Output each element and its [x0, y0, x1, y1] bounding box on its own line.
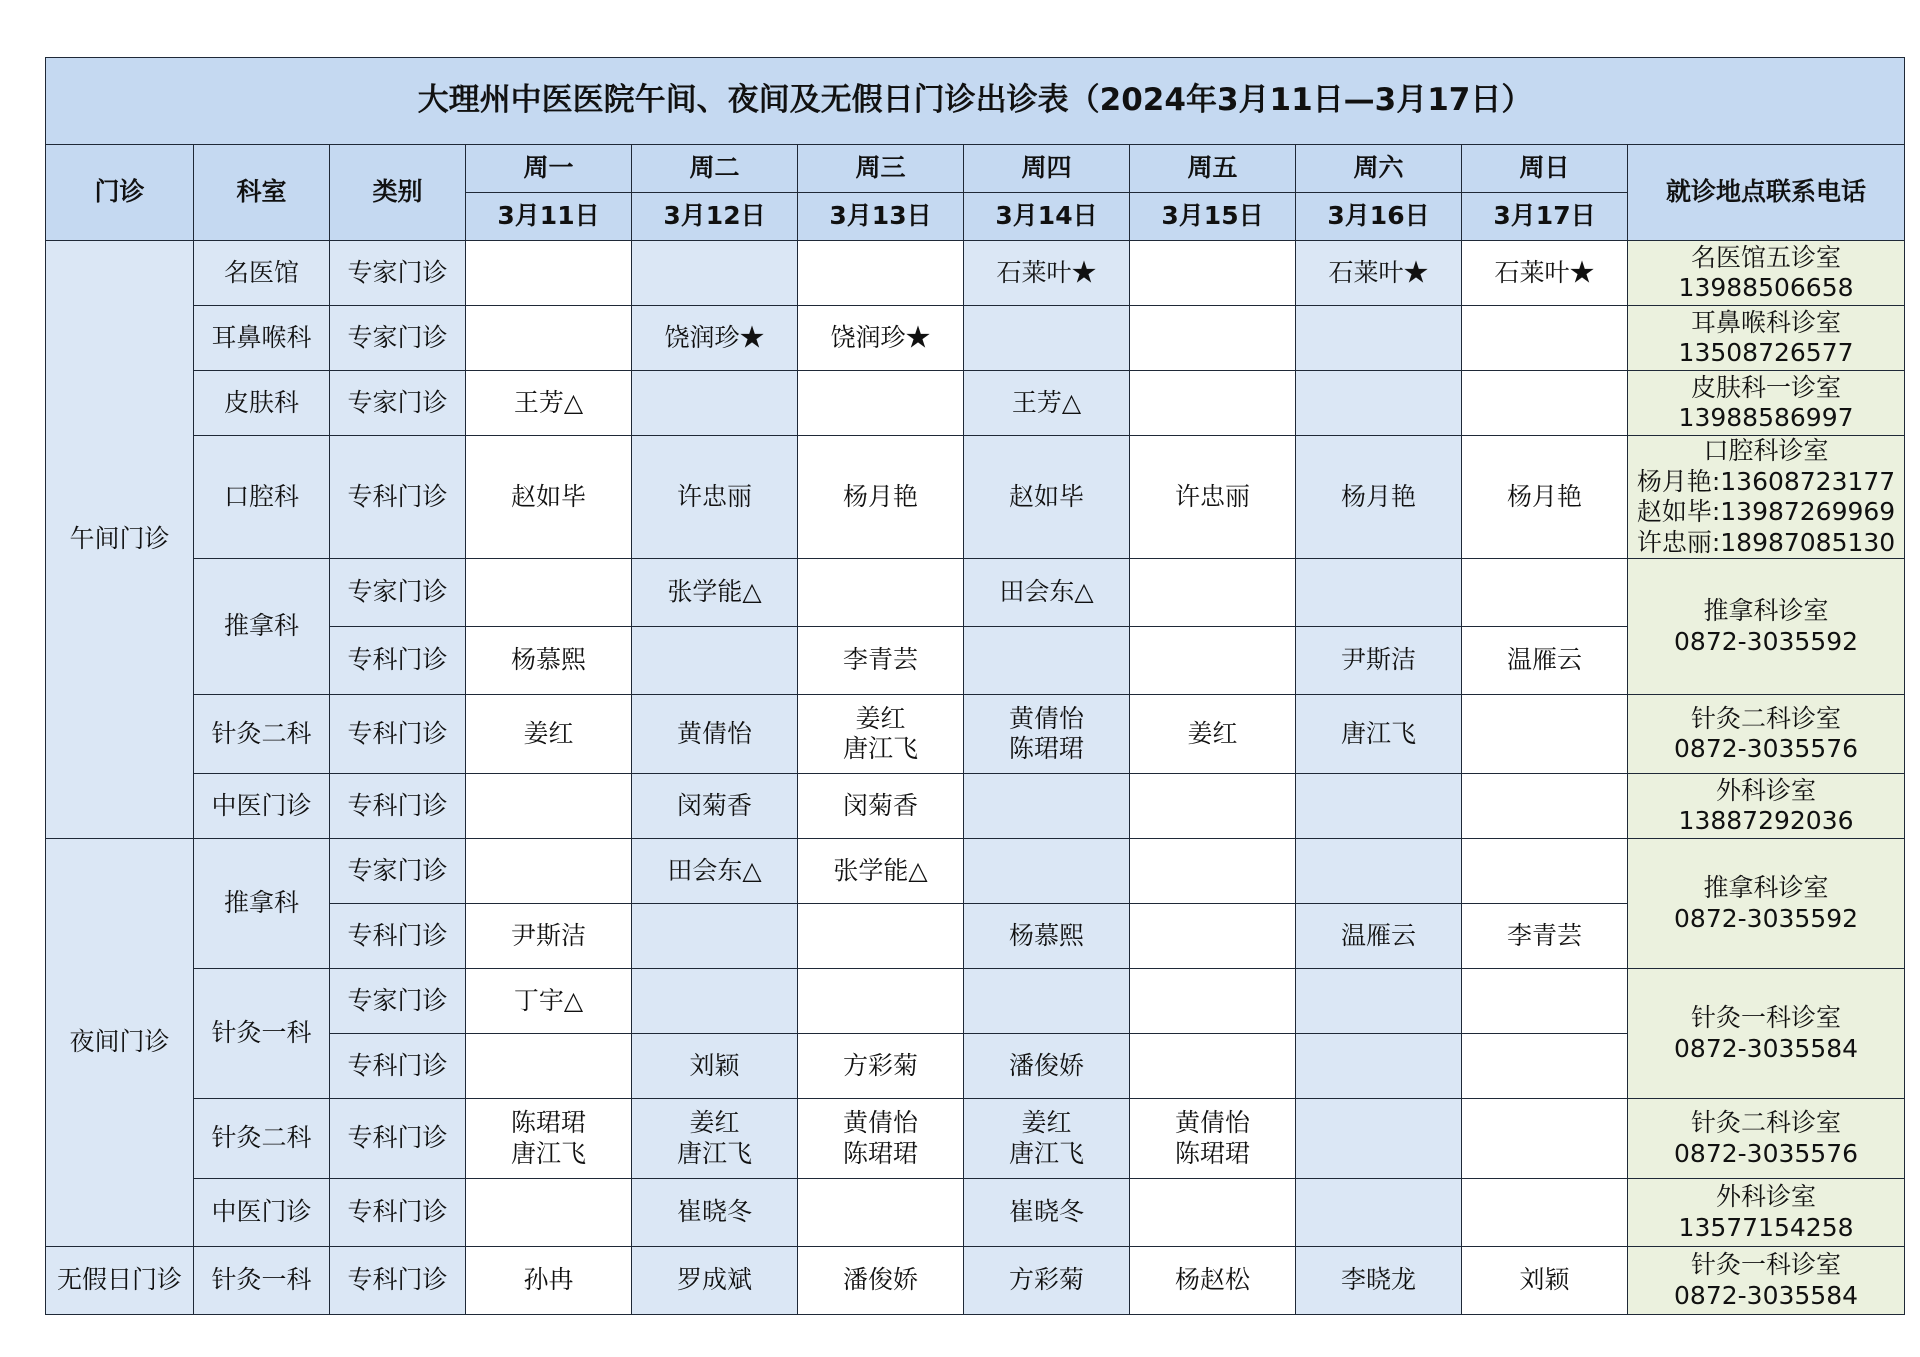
table-row — [46, 1099, 1905, 1179]
doctor-cell: 刘颖 — [1462, 1247, 1628, 1315]
doctor-cell: 崔晓冬 — [632, 1179, 798, 1247]
table-row — [46, 1179, 1905, 1247]
doctor-name: 唐江飞 — [1008, 1138, 1084, 1168]
clinic-group-cell: 无假日门诊 — [46, 1247, 194, 1315]
doctor-cell: 杨月艳 — [1462, 436, 1628, 559]
header-type: 类别 — [330, 145, 466, 241]
doctor-cell: 刘颖 — [632, 1034, 798, 1099]
header-date: 3月14日 — [964, 193, 1130, 241]
doctor-cell: 温雁云 — [1296, 904, 1462, 969]
location-line: 针灸二科诊室 — [1691, 1108, 1842, 1137]
header-date: 3月15日 — [1130, 193, 1296, 241]
doctor-cell: 闵菊香 — [632, 774, 798, 839]
clinic-type-cell: 专科门诊 — [330, 1247, 466, 1315]
doctor-cell: 李青芸 — [798, 627, 964, 695]
doctor-cell — [964, 1099, 1130, 1179]
location-line: 0872-3035592 — [1674, 626, 1859, 656]
clinic-type-cell: 专家门诊 — [330, 969, 466, 1034]
location-contact-cell — [1628, 1099, 1905, 1179]
doctor-cell — [1130, 627, 1296, 695]
doctor-cell — [798, 1099, 964, 1179]
location-line: 针灸一科诊室 — [1691, 1003, 1842, 1032]
department-cell: 针灸二科 — [194, 1099, 330, 1179]
table-title: 大理州中医医院午间、夜间及无假日门诊出诊表（2024年3月11日—3月17日） — [46, 58, 1905, 145]
doctor-cell — [1130, 969, 1296, 1034]
doctor-cell — [632, 241, 798, 306]
doctor-cell — [964, 627, 1130, 695]
department-cell: 推拿科 — [194, 839, 330, 969]
doctor-cell: 罗成斌 — [632, 1247, 798, 1315]
location-line: 耳鼻喉科诊室 — [1691, 307, 1842, 337]
doctor-cell — [466, 774, 632, 839]
doctor-cell: 王芳△ — [964, 371, 1130, 436]
doctor-cell: 张学能△ — [632, 559, 798, 627]
doctor-cell: 潘俊娇 — [798, 1247, 964, 1315]
doctor-cell: 石莱叶★ — [1462, 241, 1628, 306]
clinic-type-cell: 专家门诊 — [330, 241, 466, 306]
doctor-cell — [798, 969, 964, 1034]
doctor-cell — [1462, 371, 1628, 436]
doctor-cell: 王芳△ — [466, 371, 632, 436]
department-cell: 名医馆 — [194, 241, 330, 306]
doctor-name: 陈珺珺 — [1008, 734, 1084, 763]
department-cell: 皮肤科 — [194, 371, 330, 436]
clinic-group-cell: 夜间门诊 — [46, 839, 194, 1247]
clinic-type-cell: 专家门诊 — [330, 306, 466, 371]
location-line: 名医馆五诊室 — [1691, 242, 1842, 272]
clinic-type-cell: 专家门诊 — [330, 839, 466, 904]
clinic-type-cell: 专科门诊 — [330, 1034, 466, 1099]
doctor-cell — [1130, 1099, 1296, 1179]
doctor-name: 陈珺珺 — [510, 1108, 586, 1137]
location-line: 许忠丽:18987085130 — [1636, 527, 1896, 557]
doctor-cell: 尹斯洁 — [1296, 627, 1462, 695]
table-row — [46, 774, 1905, 839]
header-clinic: 门诊 — [46, 145, 194, 241]
doctor-cell: 许忠丽 — [1130, 436, 1296, 559]
doctor-cell: 丁宇△ — [466, 969, 632, 1034]
doctor-cell: 田会东△ — [964, 559, 1130, 627]
table-row — [46, 839, 1905, 904]
doctor-cell: 杨慕熙 — [466, 627, 632, 695]
location-line: 0872-3035584 — [1674, 1280, 1859, 1310]
location-contact-cell — [1628, 436, 1905, 559]
doctor-cell: 饶润珍★ — [798, 306, 964, 371]
doctor-cell — [632, 904, 798, 969]
doctor-cell — [1462, 969, 1628, 1034]
department-cell: 推拿科 — [194, 559, 330, 695]
doctor-name: 唐江飞 — [510, 1138, 586, 1168]
doctor-cell — [1462, 1099, 1628, 1179]
doctor-cell: 孙冉 — [466, 1247, 632, 1315]
doctor-cell — [1130, 1179, 1296, 1247]
location-contact-cell — [1628, 839, 1905, 969]
doctor-cell — [1462, 839, 1628, 904]
header-location: 就诊地点联系电话 — [1628, 145, 1905, 241]
location-line: 外科诊室 — [1716, 1182, 1817, 1211]
clinic-type-cell: 专科门诊 — [330, 1099, 466, 1179]
location-line: 赵如毕:13987269969 — [1636, 497, 1896, 526]
doctor-cell: 方彩菊 — [964, 1247, 1130, 1315]
doctor-cell — [1296, 1179, 1462, 1247]
doctor-name: 黄倩怡 — [1008, 703, 1084, 733]
doctor-cell — [632, 1099, 798, 1179]
table-row — [46, 371, 1905, 436]
doctor-cell: 唐江飞 — [1296, 695, 1462, 774]
doctor-cell: 崔晓冬 — [964, 1179, 1130, 1247]
doctor-cell: 石莱叶★ — [964, 241, 1130, 306]
doctor-cell: 杨月艳 — [798, 436, 964, 559]
clinic-type-cell: 专家门诊 — [330, 371, 466, 436]
doctor-cell — [632, 371, 798, 436]
location-contact-cell — [1628, 695, 1905, 774]
location-contact-cell — [1628, 559, 1905, 695]
schedule-table — [45, 57, 1905, 1315]
doctor-name: 姜红 — [689, 1108, 740, 1137]
location-line: 针灸一科诊室 — [1691, 1250, 1842, 1279]
doctor-cell — [1296, 1034, 1462, 1099]
department-cell: 针灸一科 — [194, 1247, 330, 1315]
table-row — [46, 559, 1905, 627]
doctor-cell: 李晓龙 — [1296, 1247, 1462, 1315]
doctor-cell — [964, 774, 1130, 839]
clinic-type-cell: 专科门诊 — [330, 774, 466, 839]
doctor-cell — [1296, 1099, 1462, 1179]
doctor-cell — [1296, 969, 1462, 1034]
doctor-cell: 石莱叶★ — [1296, 241, 1462, 306]
doctor-cell: 温雁云 — [1462, 627, 1628, 695]
location-contact-cell — [1628, 241, 1905, 306]
doctor-cell — [1130, 306, 1296, 371]
location-contact-cell — [1628, 371, 1905, 436]
header-weekday: 周一 — [466, 145, 632, 193]
header-date: 3月13日 — [798, 193, 964, 241]
clinic-type-cell: 专家门诊 — [330, 559, 466, 627]
doctor-cell — [1130, 1034, 1296, 1099]
doctor-cell — [1130, 559, 1296, 627]
location-line: 外科诊室 — [1716, 775, 1817, 805]
table-row — [46, 241, 1905, 306]
doctor-cell — [466, 1034, 632, 1099]
doctor-cell — [964, 306, 1130, 371]
doctor-cell — [1296, 839, 1462, 904]
doctor-name: 陈珺珺 — [842, 1138, 918, 1168]
location-contact-cell — [1628, 969, 1905, 1099]
doctor-cell: 张学能△ — [798, 839, 964, 904]
department-cell: 针灸二科 — [194, 695, 330, 774]
table-row — [46, 695, 1905, 774]
doctor-cell — [1130, 839, 1296, 904]
doctor-cell — [1462, 695, 1628, 774]
location-line: 13988506658 — [1678, 273, 1854, 302]
table-row — [46, 306, 1905, 371]
clinic-type-cell: 专科门诊 — [330, 695, 466, 774]
doctor-cell — [466, 839, 632, 904]
doctor-cell — [632, 969, 798, 1034]
doctor-cell — [798, 241, 964, 306]
doctor-name: 唐江飞 — [676, 1138, 752, 1168]
header-date: 3月16日 — [1296, 193, 1462, 241]
department-cell: 中医门诊 — [194, 1179, 330, 1247]
doctor-cell — [798, 371, 964, 436]
doctor-cell: 杨月艳 — [1296, 436, 1462, 559]
header-weekday: 周三 — [798, 145, 964, 193]
location-line: 杨月艳:13608723177 — [1636, 466, 1896, 496]
doctor-cell — [466, 241, 632, 306]
location-line: 13508726577 — [1678, 338, 1854, 367]
location-line: 0872-3035584 — [1674, 1033, 1859, 1063]
doctor-cell: 田会东△ — [632, 839, 798, 904]
location-line: 0872-3035592 — [1674, 903, 1859, 933]
location-line: 0872-3035576 — [1674, 734, 1859, 763]
doctor-cell — [466, 1099, 632, 1179]
doctor-cell — [964, 969, 1130, 1034]
doctor-name: 陈珺珺 — [1174, 1138, 1250, 1168]
table-row — [46, 969, 1905, 1034]
location-line: 13577154258 — [1678, 1212, 1854, 1242]
doctor-cell — [1296, 559, 1462, 627]
doctor-cell — [1462, 306, 1628, 371]
doctor-cell — [466, 1179, 632, 1247]
header-date: 3月17日 — [1462, 193, 1628, 241]
doctor-cell — [964, 695, 1130, 774]
doctor-cell: 饶润珍★ — [632, 306, 798, 371]
location-line: 推拿科诊室 — [1703, 596, 1829, 625]
department-cell: 耳鼻喉科 — [194, 306, 330, 371]
doctor-cell — [1130, 371, 1296, 436]
doctor-cell — [1130, 774, 1296, 839]
doctor-cell — [1130, 904, 1296, 969]
doctor-name: 唐江飞 — [842, 734, 918, 763]
clinic-group-cell: 午间门诊 — [46, 241, 194, 839]
department-cell: 中医门诊 — [194, 774, 330, 839]
doctor-cell — [964, 839, 1130, 904]
doctor-name: 姜红 — [1021, 1108, 1072, 1137]
doctor-name: 姜红 — [855, 703, 906, 733]
doctor-cell — [1296, 371, 1462, 436]
doctor-cell — [1296, 306, 1462, 371]
table-row — [46, 436, 1905, 559]
doctor-cell: 赵如毕 — [964, 436, 1130, 559]
doctor-cell: 姜红 — [1130, 695, 1296, 774]
header-weekday: 周日 — [1462, 145, 1628, 193]
doctor-cell: 李青芸 — [1462, 904, 1628, 969]
location-line: 皮肤科一诊室 — [1691, 372, 1842, 402]
doctor-name: 黄倩怡 — [1174, 1108, 1250, 1137]
doctor-cell — [1130, 241, 1296, 306]
location-contact-cell — [1628, 1179, 1905, 1247]
location-line: 推拿科诊室 — [1703, 873, 1829, 902]
location-line: 针灸二科诊室 — [1691, 703, 1842, 733]
doctor-cell — [798, 1179, 964, 1247]
doctor-cell — [466, 559, 632, 627]
doctor-cell: 尹斯洁 — [466, 904, 632, 969]
table-row — [46, 1247, 1905, 1315]
department-cell: 针灸一科 — [194, 969, 330, 1099]
clinic-type-cell: 专科门诊 — [330, 904, 466, 969]
header-dept: 科室 — [194, 145, 330, 241]
doctor-cell: 赵如毕 — [466, 436, 632, 559]
location-contact-cell — [1628, 306, 1905, 371]
doctor-cell — [798, 695, 964, 774]
location-contact-cell — [1628, 774, 1905, 839]
doctor-name: 黄倩怡 — [842, 1108, 918, 1137]
header-weekday: 周六 — [1296, 145, 1462, 193]
header-weekday: 周五 — [1130, 145, 1296, 193]
doctor-cell: 许忠丽 — [632, 436, 798, 559]
doctor-cell: 方彩菊 — [798, 1034, 964, 1099]
clinic-type-cell: 专科门诊 — [330, 436, 466, 559]
location-line: 13988586997 — [1678, 403, 1854, 432]
doctor-cell — [1462, 1179, 1628, 1247]
header-weekday: 周二 — [632, 145, 798, 193]
clinic-type-cell: 专科门诊 — [330, 627, 466, 695]
doctor-cell: 杨慕熙 — [964, 904, 1130, 969]
header-date: 3月11日 — [466, 193, 632, 241]
doctor-cell: 潘俊娇 — [964, 1034, 1130, 1099]
header-date: 3月12日 — [632, 193, 798, 241]
doctor-cell: 闵菊香 — [798, 774, 964, 839]
doctor-cell — [1462, 559, 1628, 627]
doctor-cell — [798, 904, 964, 969]
doctor-cell — [632, 627, 798, 695]
location-line: 口腔科诊室 — [1703, 436, 1829, 465]
location-line: 0872-3035576 — [1674, 1138, 1859, 1168]
header-weekday: 周四 — [964, 145, 1130, 193]
doctor-cell: 杨赵松 — [1130, 1247, 1296, 1315]
doctor-cell — [1296, 774, 1462, 839]
location-line: 13887292036 — [1678, 806, 1854, 835]
location-contact-cell — [1628, 1247, 1905, 1315]
doctor-cell — [1462, 1034, 1628, 1099]
doctor-cell — [466, 306, 632, 371]
doctor-cell: 姜红 — [466, 695, 632, 774]
doctor-cell — [1462, 774, 1628, 839]
clinic-type-cell: 专科门诊 — [330, 1179, 466, 1247]
department-cell: 口腔科 — [194, 436, 330, 559]
doctor-cell: 黄倩怡 — [632, 695, 798, 774]
doctor-cell — [798, 559, 964, 627]
